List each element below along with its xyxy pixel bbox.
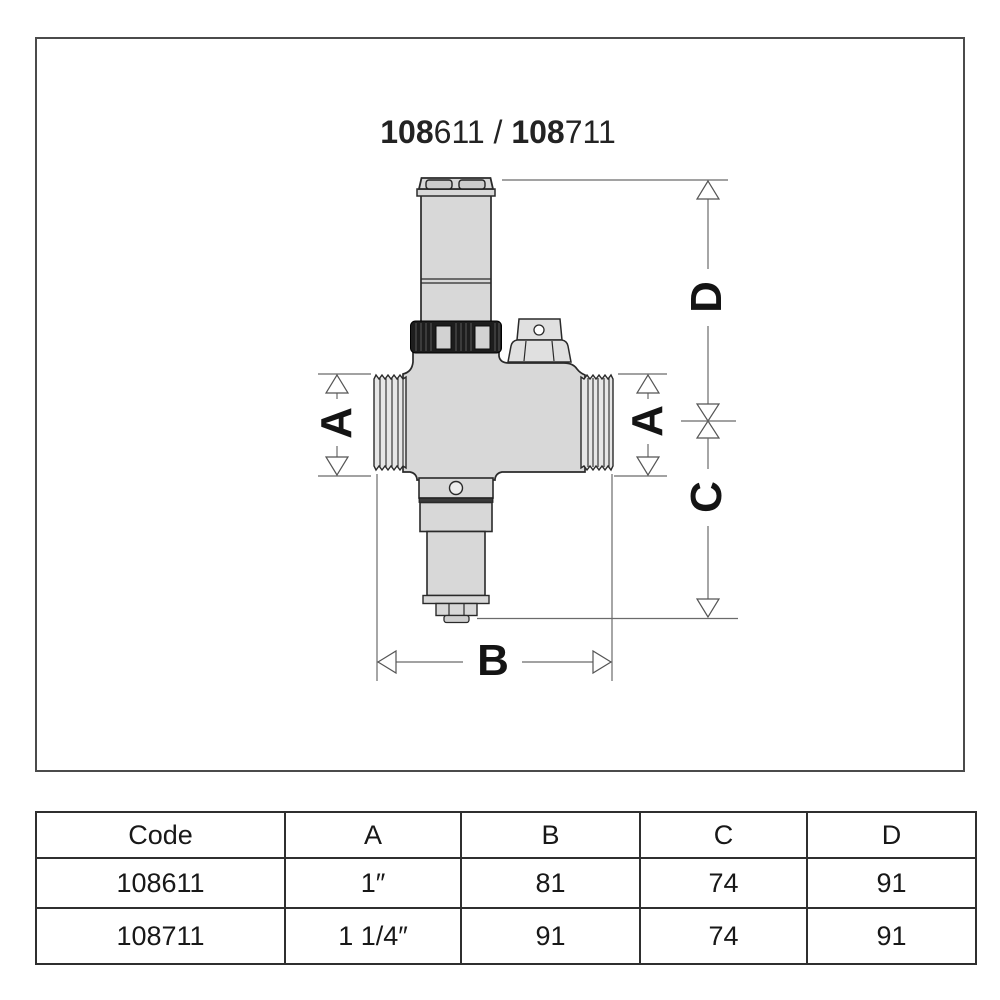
actuator-head xyxy=(417,178,495,322)
dim-label-c: C xyxy=(682,481,731,513)
header-a: A xyxy=(285,812,461,858)
dim-label-a-right: A xyxy=(623,405,672,437)
code1-suffix: 611 xyxy=(433,114,485,150)
cell-c: 74 xyxy=(640,858,807,908)
dim-label-d: D xyxy=(682,281,731,313)
cartridge-hole xyxy=(450,482,463,495)
cell-b: 91 xyxy=(461,908,640,964)
cell-a: 1 1/4″ xyxy=(285,908,461,964)
header-code: Code xyxy=(36,812,285,858)
cell-d: 91 xyxy=(807,858,976,908)
dim-label-b: B xyxy=(477,636,509,686)
cell-a: 1″ xyxy=(285,858,461,908)
table-row xyxy=(36,908,976,964)
bottom-cartridge xyxy=(419,478,493,623)
knurled-ring-nut xyxy=(411,321,502,353)
cell-b: 81 xyxy=(461,858,640,908)
header-d: D xyxy=(807,812,976,858)
cell-code: 108711 xyxy=(36,908,285,964)
thread-left xyxy=(374,375,406,470)
product-codes-title xyxy=(35,114,961,151)
cell-code: 108611 xyxy=(36,858,285,908)
header-c: C xyxy=(640,812,807,858)
code1-prefix: 108 xyxy=(380,114,434,150)
valve-part xyxy=(374,178,613,623)
dimensions-table xyxy=(35,811,977,965)
thread-right xyxy=(581,375,613,470)
cell-d: 91 xyxy=(807,908,976,964)
side-plug xyxy=(508,319,571,362)
codes-separator: / xyxy=(484,114,512,150)
dim-label-a-left: A xyxy=(312,407,361,439)
valve-body xyxy=(403,350,585,480)
table-row xyxy=(36,858,976,908)
code2-suffix: 711 xyxy=(564,114,616,150)
header-b: B xyxy=(461,812,640,858)
plug-hole xyxy=(534,325,544,335)
code2-prefix: 108 xyxy=(511,114,565,150)
table-header-row xyxy=(36,812,976,858)
cell-c: 74 xyxy=(640,908,807,964)
